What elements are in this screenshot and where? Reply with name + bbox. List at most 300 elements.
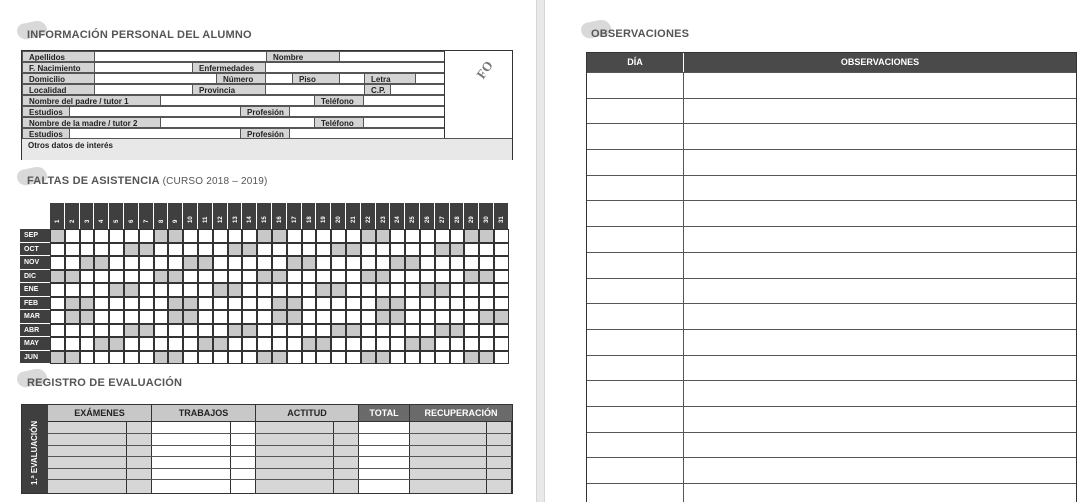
attendance-cell[interactable] (316, 283, 331, 297)
attendance-cell[interactable] (109, 337, 124, 351)
observation-day-cell[interactable] (587, 304, 684, 329)
attendance-cell[interactable] (464, 243, 479, 257)
attendance-cell[interactable] (94, 351, 109, 365)
attendance-cell[interactable] (228, 297, 243, 311)
attendance-cell[interactable] (124, 243, 139, 257)
observation-row[interactable] (587, 457, 1076, 483)
attendance-cell[interactable] (50, 337, 65, 351)
attendance-cell[interactable] (168, 283, 183, 297)
attendance-cell[interactable] (65, 229, 80, 243)
attendance-cell[interactable] (361, 256, 376, 270)
attendance-cell[interactable] (361, 229, 376, 243)
attendance-cell[interactable] (464, 283, 479, 297)
attendance-cell[interactable] (168, 243, 183, 257)
attendance-cell[interactable] (479, 337, 494, 351)
attendance-cell[interactable] (80, 229, 95, 243)
attendance-cell[interactable] (435, 270, 450, 284)
attendance-cell[interactable] (124, 351, 139, 365)
attendance-cell[interactable] (124, 256, 139, 270)
attendance-cell[interactable] (109, 351, 124, 365)
attendance-cell[interactable] (316, 297, 331, 311)
attendance-cell[interactable] (346, 337, 361, 351)
attendance-cell[interactable] (154, 297, 169, 311)
attendance-cell[interactable] (331, 270, 346, 284)
attendance-cell[interactable] (139, 297, 154, 311)
attendance-cell[interactable] (109, 310, 124, 324)
attendance-cell[interactable] (376, 297, 391, 311)
attendance-cell[interactable] (228, 270, 243, 284)
attendance-cell[interactable] (435, 243, 450, 257)
attendance-cell[interactable] (346, 256, 361, 270)
evaluation-cell[interactable] (152, 434, 256, 446)
attendance-cell[interactable] (390, 337, 405, 351)
attendance-cell[interactable] (420, 283, 435, 297)
attendance-cell[interactable] (213, 324, 228, 338)
attendance-cell[interactable] (316, 337, 331, 351)
attendance-cell[interactable] (257, 270, 272, 284)
attendance-cell[interactable] (65, 243, 80, 257)
attendance-cell[interactable] (331, 351, 346, 365)
attendance-cell[interactable] (361, 310, 376, 324)
attendance-cell[interactable] (50, 310, 65, 324)
attendance-cell[interactable] (331, 243, 346, 257)
attendance-cell[interactable] (287, 229, 302, 243)
observation-day-cell[interactable] (587, 99, 684, 124)
attendance-cell[interactable] (65, 256, 80, 270)
attendance-cell[interactable] (450, 337, 465, 351)
attendance-cell[interactable] (242, 324, 257, 338)
attendance-cell[interactable] (420, 229, 435, 243)
attendance-cell[interactable] (272, 324, 287, 338)
attendance-cell[interactable] (242, 243, 257, 257)
field-telefono-2[interactable] (364, 117, 444, 128)
attendance-cell[interactable] (450, 310, 465, 324)
attendance-cell[interactable] (420, 324, 435, 338)
attendance-cell[interactable] (257, 297, 272, 311)
attendance-cell[interactable] (272, 256, 287, 270)
attendance-cell[interactable] (183, 351, 198, 365)
attendance-cell[interactable] (272, 297, 287, 311)
attendance-cell[interactable] (390, 256, 405, 270)
observation-row[interactable] (587, 303, 1076, 329)
attendance-cell[interactable] (94, 256, 109, 270)
attendance-cell[interactable] (198, 337, 213, 351)
attendance-cell[interactable] (390, 310, 405, 324)
attendance-cell[interactable] (287, 283, 302, 297)
attendance-cell[interactable] (376, 229, 391, 243)
observation-day-cell[interactable] (587, 201, 684, 226)
observation-row[interactable] (587, 329, 1076, 355)
observation-row[interactable] (587, 72, 1076, 98)
attendance-cell[interactable] (65, 337, 80, 351)
attendance-cell[interactable] (94, 283, 109, 297)
observation-day-cell[interactable] (587, 433, 684, 458)
attendance-cell[interactable] (331, 324, 346, 338)
attendance-cell[interactable] (168, 324, 183, 338)
attendance-cell[interactable] (154, 256, 169, 270)
attendance-cell[interactable] (80, 297, 95, 311)
attendance-cell[interactable] (479, 351, 494, 365)
attendance-cell[interactable] (65, 283, 80, 297)
attendance-cell[interactable] (242, 270, 257, 284)
attendance-cell[interactable] (80, 283, 95, 297)
attendance-cell[interactable] (139, 324, 154, 338)
observation-row[interactable] (587, 175, 1076, 201)
attendance-cell[interactable] (405, 229, 420, 243)
attendance-cell[interactable] (50, 243, 65, 257)
attendance-cell[interactable] (316, 351, 331, 365)
attendance-cell[interactable] (420, 310, 435, 324)
attendance-cell[interactable] (331, 337, 346, 351)
attendance-cell[interactable] (124, 229, 139, 243)
attendance-cell[interactable] (94, 270, 109, 284)
attendance-cell[interactable] (450, 229, 465, 243)
attendance-cell[interactable] (272, 229, 287, 243)
attendance-cell[interactable] (272, 283, 287, 297)
observation-row[interactable] (587, 380, 1076, 406)
attendance-cell[interactable] (316, 243, 331, 257)
attendance-cell[interactable] (302, 337, 317, 351)
field-piso[interactable] (340, 73, 364, 84)
evaluation-cell[interactable] (48, 457, 152, 469)
attendance-cell[interactable] (287, 310, 302, 324)
attendance-cell[interactable] (302, 310, 317, 324)
attendance-cell[interactable] (464, 229, 479, 243)
attendance-cell[interactable] (228, 310, 243, 324)
evaluation-cell[interactable] (152, 445, 256, 457)
attendance-cell[interactable] (494, 243, 509, 257)
attendance-cell[interactable] (80, 243, 95, 257)
observation-row[interactable] (587, 200, 1076, 226)
attendance-cell[interactable] (183, 256, 198, 270)
attendance-cell[interactable] (316, 256, 331, 270)
attendance-cell[interactable] (109, 270, 124, 284)
attendance-cell[interactable] (168, 270, 183, 284)
attendance-cell[interactable] (124, 283, 139, 297)
attendance-cell[interactable] (390, 243, 405, 257)
attendance-cell[interactable] (361, 243, 376, 257)
observation-row[interactable] (587, 226, 1076, 252)
attendance-cell[interactable] (257, 229, 272, 243)
evaluation-cell[interactable] (410, 468, 512, 480)
attendance-cell[interactable] (331, 229, 346, 243)
field-localidad[interactable] (95, 84, 192, 95)
attendance-cell[interactable] (154, 270, 169, 284)
attendance-cell[interactable] (376, 351, 391, 365)
field-telefono-1[interactable] (364, 95, 444, 106)
evaluation-cell[interactable] (410, 457, 512, 469)
attendance-cell[interactable] (405, 283, 420, 297)
attendance-cell[interactable] (464, 297, 479, 311)
attendance-cell[interactable] (390, 270, 405, 284)
attendance-cell[interactable] (346, 229, 361, 243)
evaluation-cell[interactable] (410, 445, 512, 457)
observation-day-cell[interactable] (587, 330, 684, 355)
attendance-cell[interactable] (198, 351, 213, 365)
attendance-cell[interactable] (479, 283, 494, 297)
observation-row[interactable] (587, 252, 1076, 278)
attendance-cell[interactable] (287, 270, 302, 284)
attendance-cell[interactable] (168, 351, 183, 365)
attendance-cell[interactable] (420, 243, 435, 257)
attendance-cell[interactable] (183, 270, 198, 284)
attendance-cell[interactable] (213, 337, 228, 351)
attendance-cell[interactable] (50, 229, 65, 243)
attendance-cell[interactable] (109, 229, 124, 243)
attendance-cell[interactable] (228, 324, 243, 338)
attendance-cell[interactable] (302, 297, 317, 311)
evaluation-cell[interactable] (359, 445, 410, 457)
attendance-cell[interactable] (109, 297, 124, 311)
attendance-cell[interactable] (139, 310, 154, 324)
attendance-cell[interactable] (228, 256, 243, 270)
observation-day-cell[interactable] (587, 407, 684, 432)
attendance-cell[interactable] (50, 270, 65, 284)
attendance-cell[interactable] (272, 337, 287, 351)
attendance-cell[interactable] (420, 256, 435, 270)
attendance-cell[interactable] (464, 310, 479, 324)
attendance-cell[interactable] (228, 337, 243, 351)
attendance-cell[interactable] (302, 351, 317, 365)
attendance-cell[interactable] (183, 243, 198, 257)
attendance-cell[interactable] (124, 337, 139, 351)
attendance-cell[interactable] (405, 270, 420, 284)
observation-day-cell[interactable] (587, 279, 684, 304)
attendance-cell[interactable] (94, 324, 109, 338)
observation-day-cell[interactable] (587, 356, 684, 381)
evaluation-cell[interactable] (359, 457, 410, 469)
field-nombre[interactable] (340, 51, 444, 62)
attendance-cell[interactable] (376, 324, 391, 338)
attendance-cell[interactable] (65, 351, 80, 365)
attendance-cell[interactable] (183, 283, 198, 297)
field-domicilio[interactable] (95, 73, 216, 84)
observation-row[interactable] (587, 483, 1076, 502)
attendance-cell[interactable] (139, 337, 154, 351)
attendance-cell[interactable] (213, 270, 228, 284)
observation-day-cell[interactable] (587, 484, 684, 502)
attendance-cell[interactable] (302, 283, 317, 297)
attendance-cell[interactable] (94, 297, 109, 311)
attendance-cell[interactable] (376, 270, 391, 284)
attendance-cell[interactable] (80, 324, 95, 338)
attendance-cell[interactable] (390, 283, 405, 297)
attendance-cell[interactable] (479, 270, 494, 284)
attendance-cell[interactable] (361, 337, 376, 351)
attendance-cell[interactable] (405, 243, 420, 257)
evaluation-cell[interactable] (48, 445, 152, 457)
attendance-cell[interactable] (479, 243, 494, 257)
observation-day-cell[interactable] (587, 124, 684, 149)
attendance-cell[interactable] (435, 297, 450, 311)
attendance-cell[interactable] (257, 324, 272, 338)
attendance-cell[interactable] (405, 351, 420, 365)
field-cp[interactable] (391, 84, 444, 95)
attendance-cell[interactable] (494, 270, 509, 284)
observation-row[interactable] (587, 149, 1076, 175)
observation-row[interactable] (587, 432, 1076, 458)
attendance-cell[interactable] (302, 243, 317, 257)
attendance-cell[interactable] (450, 270, 465, 284)
attendance-cell[interactable] (450, 324, 465, 338)
attendance-cell[interactable] (272, 310, 287, 324)
attendance-cell[interactable] (109, 283, 124, 297)
attendance-cell[interactable] (257, 337, 272, 351)
attendance-cell[interactable] (168, 297, 183, 311)
attendance-cell[interactable] (242, 310, 257, 324)
attendance-cell[interactable] (494, 297, 509, 311)
attendance-cell[interactable] (331, 256, 346, 270)
attendance-cell[interactable] (94, 310, 109, 324)
observation-row[interactable] (587, 98, 1076, 124)
evaluation-cell[interactable] (410, 434, 512, 446)
attendance-cell[interactable] (183, 324, 198, 338)
attendance-cell[interactable] (316, 270, 331, 284)
attendance-cell[interactable] (272, 351, 287, 365)
evaluation-cell[interactable] (256, 422, 359, 434)
observation-row[interactable] (587, 123, 1076, 149)
observation-day-cell[interactable] (587, 458, 684, 483)
attendance-cell[interactable] (494, 256, 509, 270)
field-madre[interactable] (161, 117, 314, 128)
attendance-cell[interactable] (405, 310, 420, 324)
evaluation-cell[interactable] (48, 422, 152, 434)
attendance-cell[interactable] (139, 270, 154, 284)
attendance-cell[interactable] (242, 337, 257, 351)
attendance-cell[interactable] (183, 297, 198, 311)
attendance-cell[interactable] (494, 283, 509, 297)
evaluation-cell[interactable] (152, 457, 256, 469)
attendance-cell[interactable] (435, 324, 450, 338)
attendance-cell[interactable] (154, 351, 169, 365)
attendance-cell[interactable] (479, 310, 494, 324)
attendance-cell[interactable] (376, 310, 391, 324)
attendance-cell[interactable] (94, 229, 109, 243)
field-enfermedades[interactable] (266, 62, 444, 73)
attendance-cell[interactable] (168, 256, 183, 270)
attendance-cell[interactable] (198, 283, 213, 297)
attendance-cell[interactable] (346, 283, 361, 297)
attendance-cell[interactable] (435, 351, 450, 365)
attendance-cell[interactable] (464, 324, 479, 338)
attendance-cell[interactable] (80, 310, 95, 324)
evaluation-cell[interactable] (256, 457, 359, 469)
attendance-cell[interactable] (50, 297, 65, 311)
attendance-cell[interactable] (213, 256, 228, 270)
attendance-cell[interactable] (346, 324, 361, 338)
attendance-cell[interactable] (198, 256, 213, 270)
attendance-cell[interactable] (80, 256, 95, 270)
attendance-cell[interactable] (198, 270, 213, 284)
attendance-cell[interactable] (302, 229, 317, 243)
field-padre[interactable] (161, 95, 314, 106)
attendance-cell[interactable] (405, 297, 420, 311)
attendance-cell[interactable] (361, 351, 376, 365)
observation-day-cell[interactable] (587, 176, 684, 201)
attendance-cell[interactable] (450, 256, 465, 270)
attendance-cell[interactable] (154, 337, 169, 351)
attendance-cell[interactable] (405, 337, 420, 351)
evaluation-cell[interactable] (152, 422, 256, 434)
attendance-cell[interactable] (316, 229, 331, 243)
attendance-cell[interactable] (450, 283, 465, 297)
attendance-cell[interactable] (405, 324, 420, 338)
attendance-cell[interactable] (450, 297, 465, 311)
attendance-cell[interactable] (228, 229, 243, 243)
attendance-cell[interactable] (183, 229, 198, 243)
attendance-cell[interactable] (494, 324, 509, 338)
attendance-cell[interactable] (228, 283, 243, 297)
attendance-cell[interactable] (494, 351, 509, 365)
attendance-cell[interactable] (65, 297, 80, 311)
attendance-cell[interactable] (124, 310, 139, 324)
attendance-cell[interactable] (124, 324, 139, 338)
attendance-cell[interactable] (168, 337, 183, 351)
attendance-cell[interactable] (346, 243, 361, 257)
attendance-cell[interactable] (420, 297, 435, 311)
attendance-cell[interactable] (346, 310, 361, 324)
attendance-cell[interactable] (242, 229, 257, 243)
evaluation-cell[interactable] (256, 445, 359, 457)
attendance-cell[interactable] (228, 351, 243, 365)
attendance-cell[interactable] (376, 256, 391, 270)
attendance-cell[interactable] (154, 310, 169, 324)
attendance-cell[interactable] (168, 310, 183, 324)
attendance-cell[interactable] (80, 270, 95, 284)
attendance-cell[interactable] (361, 270, 376, 284)
attendance-cell[interactable] (139, 256, 154, 270)
attendance-cell[interactable] (420, 337, 435, 351)
attendance-cell[interactable] (242, 297, 257, 311)
evaluation-cell[interactable] (359, 422, 410, 434)
attendance-cell[interactable] (198, 297, 213, 311)
attendance-cell[interactable] (124, 297, 139, 311)
attendance-cell[interactable] (390, 229, 405, 243)
attendance-cell[interactable] (450, 243, 465, 257)
attendance-cell[interactable] (316, 310, 331, 324)
attendance-cell[interactable] (464, 351, 479, 365)
attendance-cell[interactable] (420, 270, 435, 284)
attendance-cell[interactable] (139, 243, 154, 257)
attendance-cell[interactable] (65, 310, 80, 324)
attendance-cell[interactable] (435, 310, 450, 324)
attendance-cell[interactable] (287, 297, 302, 311)
attendance-cell[interactable] (302, 256, 317, 270)
attendance-cell[interactable] (435, 337, 450, 351)
attendance-cell[interactable] (213, 310, 228, 324)
attendance-cell[interactable] (65, 270, 80, 284)
attendance-cell[interactable] (257, 283, 272, 297)
attendance-cell[interactable] (435, 229, 450, 243)
attendance-cell[interactable] (464, 337, 479, 351)
evaluation-cell[interactable] (410, 422, 512, 434)
attendance-cell[interactable] (257, 310, 272, 324)
attendance-cell[interactable] (183, 310, 198, 324)
attendance-cell[interactable] (464, 270, 479, 284)
attendance-cell[interactable] (287, 337, 302, 351)
attendance-cell[interactable] (494, 229, 509, 243)
attendance-cell[interactable] (257, 351, 272, 365)
attendance-cell[interactable] (287, 324, 302, 338)
attendance-cell[interactable] (494, 337, 509, 351)
attendance-cell[interactable] (287, 243, 302, 257)
observation-row[interactable] (587, 355, 1076, 381)
attendance-cell[interactable] (80, 351, 95, 365)
attendance-cell[interactable] (302, 270, 317, 284)
attendance-cell[interactable] (450, 351, 465, 365)
attendance-cell[interactable] (316, 324, 331, 338)
attendance-cell[interactable] (287, 256, 302, 270)
